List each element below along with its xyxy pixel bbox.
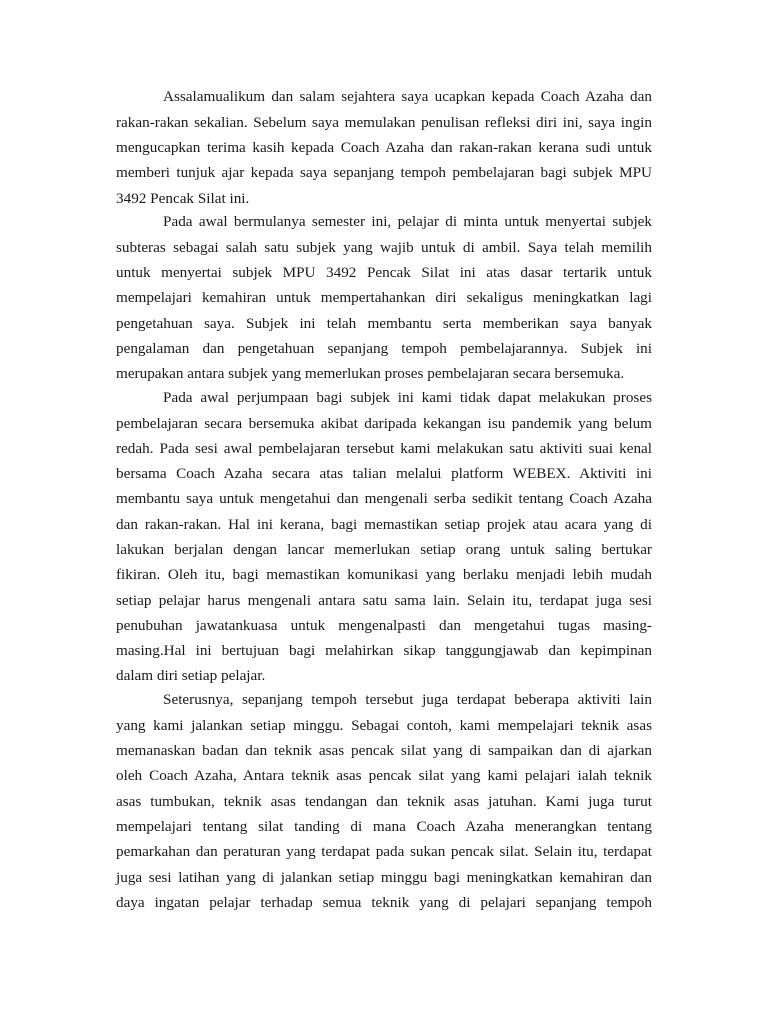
text-line: pemarkahan dan peraturan yang terdapat pada sukan pencak silat. Selain itu, terdapat [116, 843, 652, 860]
text-line: pengalaman dan pengetahuan sepanjang tempoh pembelajarannya. Subjek ini [116, 340, 652, 357]
text-line: setiap pelajar harus mengenali antara satu sama lain. Selain itu, terdapat juga sesi [116, 592, 652, 609]
text-line: daya ingatan pelajar terhadap semua teknik yang di pelajari sepanjang tempoh [116, 894, 652, 911]
text-line: dalam diri setiap pelajar. [116, 667, 266, 684]
text-line: merupakan antara subjek yang memerlukan proses pembelajaran secara bersemuka. [116, 365, 625, 382]
text-line: subteras sebagai salah satu subjek yang wajib untuk di ambil. Saya telah memilih [116, 239, 652, 256]
text-line: untuk menyertai subjek MPU 3492 Pencak Silat ini atas dasar tertarik untuk [116, 264, 652, 281]
text-line: 3492 Pencak Silat ini. [116, 190, 250, 207]
text-line: Pada awal perjumpaan bagi subjek ini kami tidak dapat melakukan proses [163, 389, 652, 406]
text-line: mempelajari kemahiran untuk mempertahankan diri sekaligus meningkatkan lagi [116, 289, 652, 306]
text-line: lakukan berjalan dengan lancar memerlukan setiap orang untuk saling bertukar [116, 541, 652, 558]
text-line: yang kami jalankan setiap minggu. Sebagai contoh, kami mempelajari teknik asas [116, 717, 652, 734]
text-line: juga sesi latihan yang di jalankan setiap minggu bagi meningkatkan kemahiran dan [116, 869, 652, 886]
text-line: memberi tunjuk ajar kepada saya sepanjang tempoh pembelajaran bagi subjek MPU [116, 164, 652, 181]
text-line: Pada awal bermulanya semester ini, pelajar di minta untuk menyertai subjek [163, 213, 652, 230]
text-line: asas tumbukan, teknik asas tendangan dan teknik asas jatuhan. Kami juga turut [116, 793, 652, 810]
text-line: Seterusnya, sepanjang tempoh tersebut juga terdapat beberapa aktiviti lain [163, 691, 652, 708]
text-line: bersama Coach Azaha secara atas talian melalui platform WEBEX. Aktiviti ini [116, 465, 652, 482]
text-line: memanaskan badan dan teknik asas pencak silat yang di sampaikan dan di ajarkan [116, 742, 652, 759]
text-line: oleh Coach Azaha, Antara teknik asas pencak silat yang kami pelajari ialah teknik [116, 767, 652, 784]
text-line: pembelajaran secara bersemuka akibat daripada kekangan isu pandemik yang belum [116, 415, 652, 432]
text-line: mempelajari tentang silat tanding di mana Coach Azaha menerangkan tentang [116, 818, 652, 835]
text-line: fikiran. Oleh itu, bagi memastikan komunikasi yang berlaku menjadi lebih mudah [116, 566, 652, 583]
text-line: Assalamualikum dan salam sejahtera saya ucapkan kepada Coach Azaha dan [163, 88, 652, 105]
text-line: pengetahuan saya. Subjek ini telah membantu serta memberikan saya banyak [116, 315, 652, 332]
text-line: dan rakan-rakan. Hal ini kerana, bagi memastikan setiap projek atau acara yang di [116, 516, 652, 533]
text-line: membantu saya untuk mengetahui dan mengenali serba sedikit tentang Coach Azaha [116, 490, 652, 507]
text-line: rakan-rakan sekalian. Sebelum saya memulakan penulisan refleksi diri ini, saya ingin [116, 114, 652, 131]
text-line: masing.Hal ini bertujuan bagi melahirkan sikap tanggungjawab dan kepimpinan [116, 642, 652, 659]
text-line: mengucapkan terima kasih kepada Coach Azaha dan rakan-rakan kerana sudi untuk [116, 139, 652, 156]
text-line: redah. Pada sesi awal pembelajaran tersebut kami melakukan satu aktiviti suai kenal [116, 440, 652, 457]
text-line: penubuhan jawatankuasa untuk mengenalpasti dan mengetahui tugas masing- [116, 617, 652, 634]
